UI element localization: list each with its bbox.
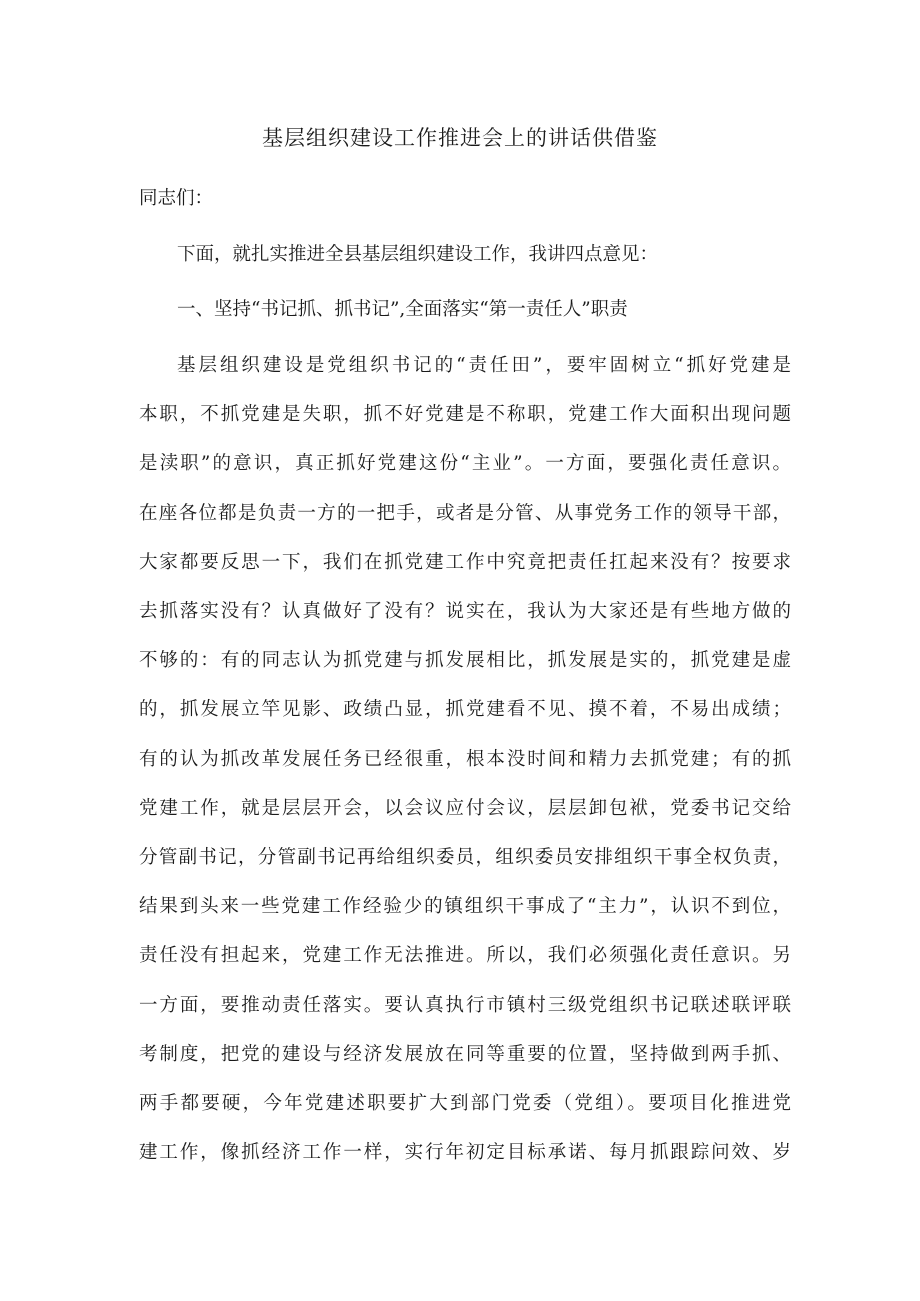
body-line: 不够的：有的同志认为抓党建与抓发展相比，抓发展是实的，抓党建是虚	[139, 650, 791, 671]
body-line: 基层组织建设是党组织书记的“责任田”，要牢固树立“抓好党建是	[177, 355, 791, 376]
body-line: 有的认为抓改革发展任务已经很重，根本没时间和精力去抓党建；有的抓	[139, 749, 791, 770]
body-line: 责任没有担起来，党建工作无法推进。所以，我们必须强化责任意识。另	[139, 945, 791, 966]
body-line: 在座各位都是负责一方的一把手，或者是分管、从事党务工作的领导干部，	[139, 503, 791, 524]
body-line: 考制度，把党的建设与经济发展放在同等重要的位置，坚持做到两手抓、	[139, 1044, 791, 1065]
body-line: 党建工作，就是层层开会，以会议应付会议，层层卸包袱，党委书记交给	[139, 798, 791, 819]
body-line: 建工作，像抓经济工作一样，实行年初定目标承诺、每月抓跟踪问效、岁	[139, 1142, 791, 1163]
document-title: 基层组织建设工作推进会上的讲话供借鉴	[262, 126, 658, 150]
body-line: 一方面，要推动责任落实。要认真执行市镇村三级党组织书记联述联评联	[139, 995, 791, 1016]
body-line: 本职，不抓党建是失职，抓不好党建是不称职，党建工作大面积出现问题	[139, 404, 791, 425]
body-line: 的，抓发展立竿见影、政绩凸显，抓党建看不见、摸不着，不易出成绩；	[139, 699, 791, 720]
body-line: 两手都要硬，今年党建述职要扩大到部门党委（党组）。要项目化推进党	[139, 1093, 791, 1114]
intro-paragraph: 下面，就扎实推进全县基层组织建设工作，我讲四点意见：	[177, 244, 659, 265]
body-line: 去抓落实没有？认真做好了没有？说实在，我认为大家还是有些地方做的	[139, 601, 791, 622]
body-line: 大家都要反思一下，我们在抓党建工作中究竟把责任扛起来没有？按要求	[139, 552, 791, 573]
salutation: 同志们：	[139, 188, 214, 209]
body-line: 分管副书记，分管副书记再给组织委员，组织委员安排组织干事全权负责，	[139, 847, 791, 868]
body-line: 结果到头来一些党建工作经验少的镇组织干事成了“主力”，认识不到位，	[139, 896, 791, 917]
body-line: 是渎职”的意识，真正抓好党建这份“主业”。一方面，要强化责任意识。	[139, 453, 791, 474]
section-heading: 一、坚持“书记抓、抓书记”,全面落实“第一责任人”职责	[177, 299, 628, 320]
